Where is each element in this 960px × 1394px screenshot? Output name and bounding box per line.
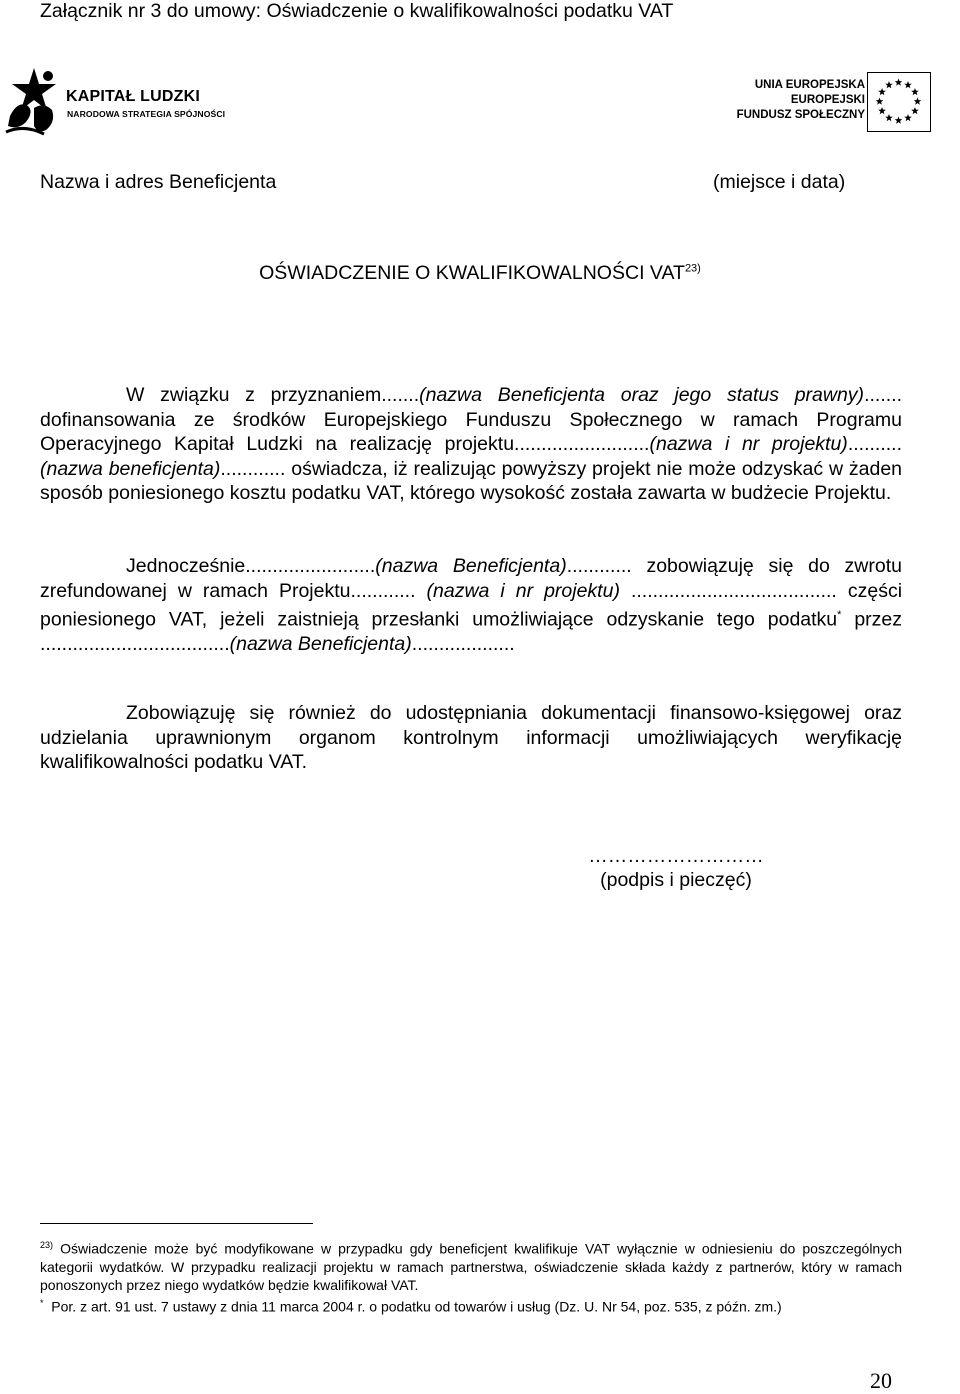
p2-text-3: ...................................... części poniesionego VAT, jeżeli zaistnieją przesłanki umożliwiające odzyskanie tego podatku [40, 579, 903, 631]
signature-dots: ……………………… [588, 845, 764, 867]
star-people-emblem-icon [4, 64, 62, 138]
place-date-field-label: (miejsce i data) [713, 171, 846, 193]
p1-text-2: ....... dofinansowania ze środków Europejskiego Funduszu Społecznego w ramach Programu Operacyjnego Kapitał Ludzki na realizację projektu......................... [40, 384, 902, 455]
footnote-star-ref: * [40, 1297, 44, 1308]
p3-text: Zobowiązuję się również do udostępniania dokumentacji finansowo-księgowej oraz udzielania uprawnionym organom kontrolnym informacji umożliwiających weryfikację kwalifikowalności podatku VAT. [40, 702, 902, 773]
p1-text-1: W związku z przyznaniem....... [126, 384, 420, 406]
signature-block [570, 844, 782, 892]
eu-flag-icon [868, 73, 929, 130]
kapital-ludzki-subtitle: NARODOWA STRATEGIA SPÓJNOŚCI [67, 109, 226, 119]
footnote-separator [40, 1223, 313, 1224]
eu-star-icon [911, 88, 919, 95]
eu-line2: EUROPEJSKI [790, 94, 865, 106]
footnote-23 [40, 1236, 902, 1294]
p2-italic-3: (nazwa Beneficjenta) [229, 633, 412, 655]
p1-text-4: ............ oświadcza, iż realizując powyższy projekt nie może odzyskać w żaden sposób poniesionego kosztu podatku VAT, którego wysokość została zawarta w budżecie Projektu. [40, 457, 903, 504]
footnotes [40, 1236, 902, 1315]
eu-star-icon [911, 107, 919, 114]
p2-text-1: Jednocześnie........................ [126, 555, 376, 577]
page-number: 20 [870, 1368, 892, 1393]
eu-fund-logo-text [735, 78, 865, 128]
footnote-star-text: Por. z art. 91 ust. 7 ustawy z dnia 11 marca 2004 r. o podatku od towarów i usług (Dz. U. Nr 54, poz. 535, z późn. zm.) [51, 1298, 782, 1315]
p2-text-2: ............ zobowiązuję się do zwrotu zrefundowanej w ramach Projektu............ [40, 555, 902, 602]
kapital-ludzki-logo [4, 64, 234, 138]
footnote-23-text: Oświadczenie może być modyfikowane w przypadku gdy beneficjent kwalifikuje VAT wyłącznie w odniesieniu do poszczególnych kategorii wydatków. W przypadku realizacji projektu w ramach partnerstwa, oświadczenie składa każdy z partnerów, który w ramach ponoszonych przez niego wydatków będzie kwalifikował VAT. [40, 1240, 903, 1293]
eu-flag [867, 72, 931, 132]
page-header: Załącznik nr 3 do umowy: Oświadczenie o kwalifikowalności podatku VAT [40, 0, 674, 22]
p1-text-3: .......... [847, 433, 902, 455]
eu-star-icon [878, 88, 886, 95]
paragraph-3 [40, 701, 902, 775]
eu-star-icon [885, 114, 893, 121]
eu-star-icon [885, 81, 893, 88]
eu-star-icon [876, 98, 884, 105]
p2-text-4: przez ................................... [40, 608, 903, 655]
eu-line3: FUNDUSZ SPOŁECZNY [736, 109, 865, 121]
footnote-star [40, 1294, 902, 1316]
eu-star-icon [914, 98, 922, 105]
p2-italic-1: (nazwa Beneficjenta) [375, 555, 567, 577]
document-title [0, 262, 960, 285]
eu-line1: UNIA EUROPEJSKA [754, 79, 865, 91]
beneficiary-field-label: Nazwa i adres Beneficjenta [40, 171, 277, 193]
p1-italic-2: (nazwa i nr projektu) [649, 433, 848, 455]
p1-italic-3: (nazwa beneficjenta) [40, 457, 221, 480]
eu-star-icon [895, 117, 903, 124]
eu-star-icon [878, 107, 886, 114]
p1-italic-1: (nazwa Beneficjenta oraz jego status prawny) [419, 384, 865, 406]
paragraph-2 [40, 554, 902, 657]
title-footnote-ref: 23) [684, 262, 701, 275]
signature-label: (podpis i pieczęć) [600, 869, 752, 891]
p2-italic-2: (nazwa i nr projektu) [426, 579, 620, 602]
p2-star-ref: * [837, 609, 842, 621]
paragraph-1 [40, 383, 902, 506]
document-title-text: OŚWIADCZENIE O KWALIFIKOWALNOŚCI VAT [259, 262, 685, 284]
eu-star-icon [895, 79, 903, 86]
footnote-23-ref: 23) [40, 1240, 54, 1250]
eu-star-icon [904, 114, 912, 121]
kapital-ludzki-title: KAPITAŁ LUDZKI [66, 88, 201, 105]
eu-star-icon [904, 81, 912, 88]
p2-text-5: ................... [411, 633, 515, 655]
